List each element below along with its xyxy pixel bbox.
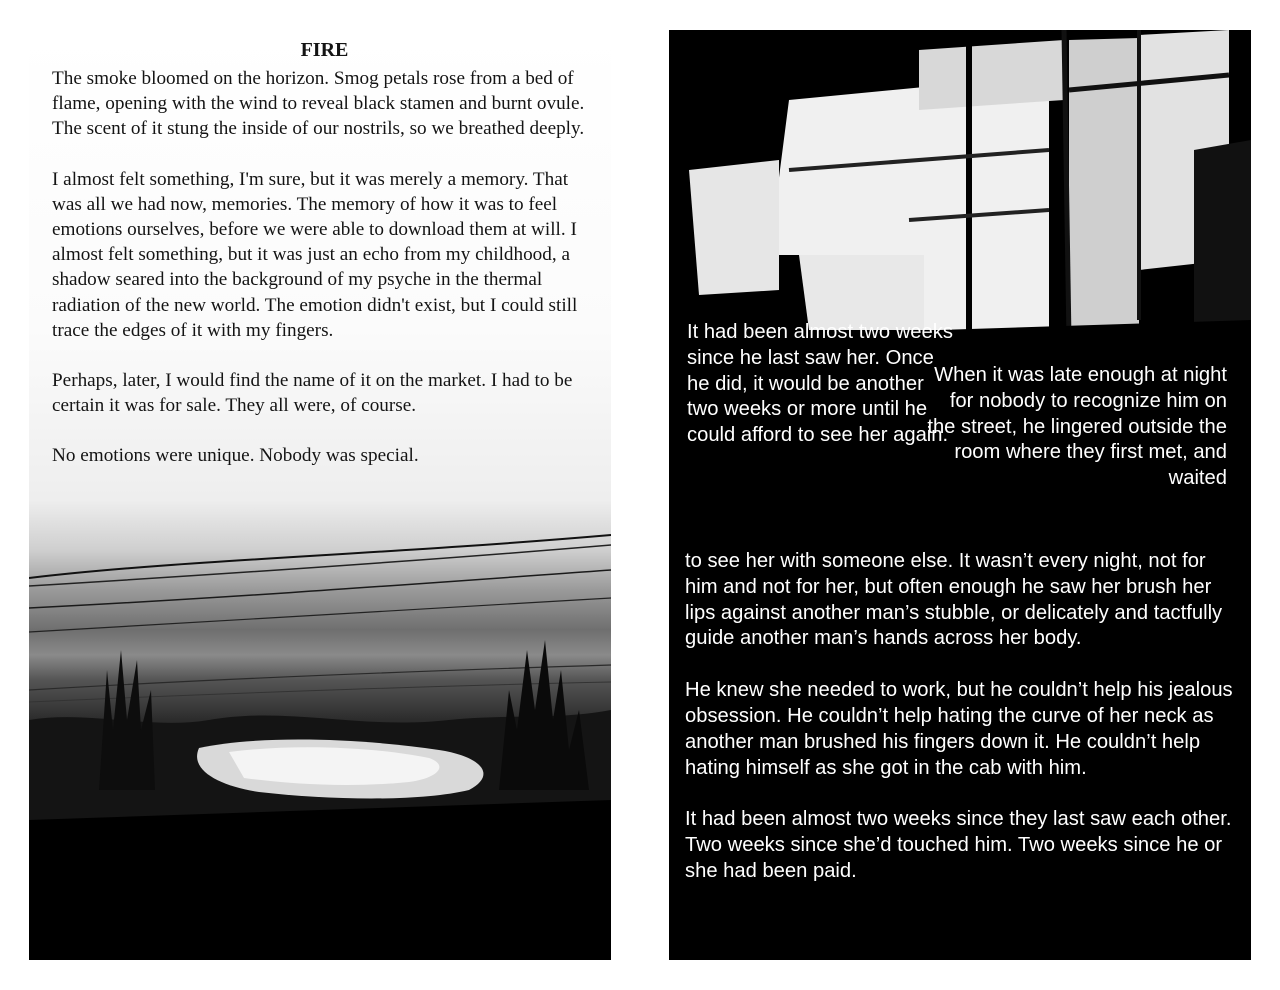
right-story-body [685,549,1237,911]
right-paragraph-3: It had been almost two weeks since they last saw each other. Two weeks since she’d touched him. Two weeks since he or she had been paid. [685,808,1232,882]
left-page [29,30,611,960]
left-story-text [52,38,597,494]
right-page [669,30,1251,960]
intro-text-right: When it was late enough at night for nobody to recognize him on the street, he lingered outside the room where they first met, and waited [927,364,1227,490]
right-paragraph-1: to see her with someone else. It wasn’t every night, not for him and not for her, but often enough he saw her brush her lips against another man’s stubble, or delicately and tactfully guide another man’s hands across her body. [685,550,1223,650]
left-paragraph-4: No emotions were unique. Nobody was special. [52,445,419,467]
left-paragraph-2: I almost felt something, I'm sure, but it was merely a memory. That was all we had now, memories. The memory of how it was to feel emotions ourselves, before we were able to download them at will. I almost felt something, but it was just an echo from my childhood, a shadow seared into the background of my psyche in the thermal radiation of the new world. The emotion didn't exist, but I could still trace the edges of it with my fingers. [52,168,578,341]
left-paragraph-3: Perhaps, later, I would find the name of it on the market. I had to be certain it was for sale. They all were, of course. [52,370,573,417]
intro-text-left: It had been almost two weeks since he last saw her. Once he did, it would be another two weeks or more until he could afford to see her again. [687,321,953,447]
left-paragraph-1: The smoke bloomed on the horizon. Smog petals rose from a bed of flame, opening with the wind to reveal black stamen and burnt ovule. The scent of it stung the inside of our nostrils, so we breathed deeply. [52,68,585,140]
story-title: FIRE [300,39,349,61]
right-paragraph-2: He knew she needed to work, but he couldn’t help his jealous obsession. He couldn’t help hating the curve of her neck as another man brushed his fingers down it. He couldn’t help hating himself as she got in the cab with him. [685,679,1233,779]
